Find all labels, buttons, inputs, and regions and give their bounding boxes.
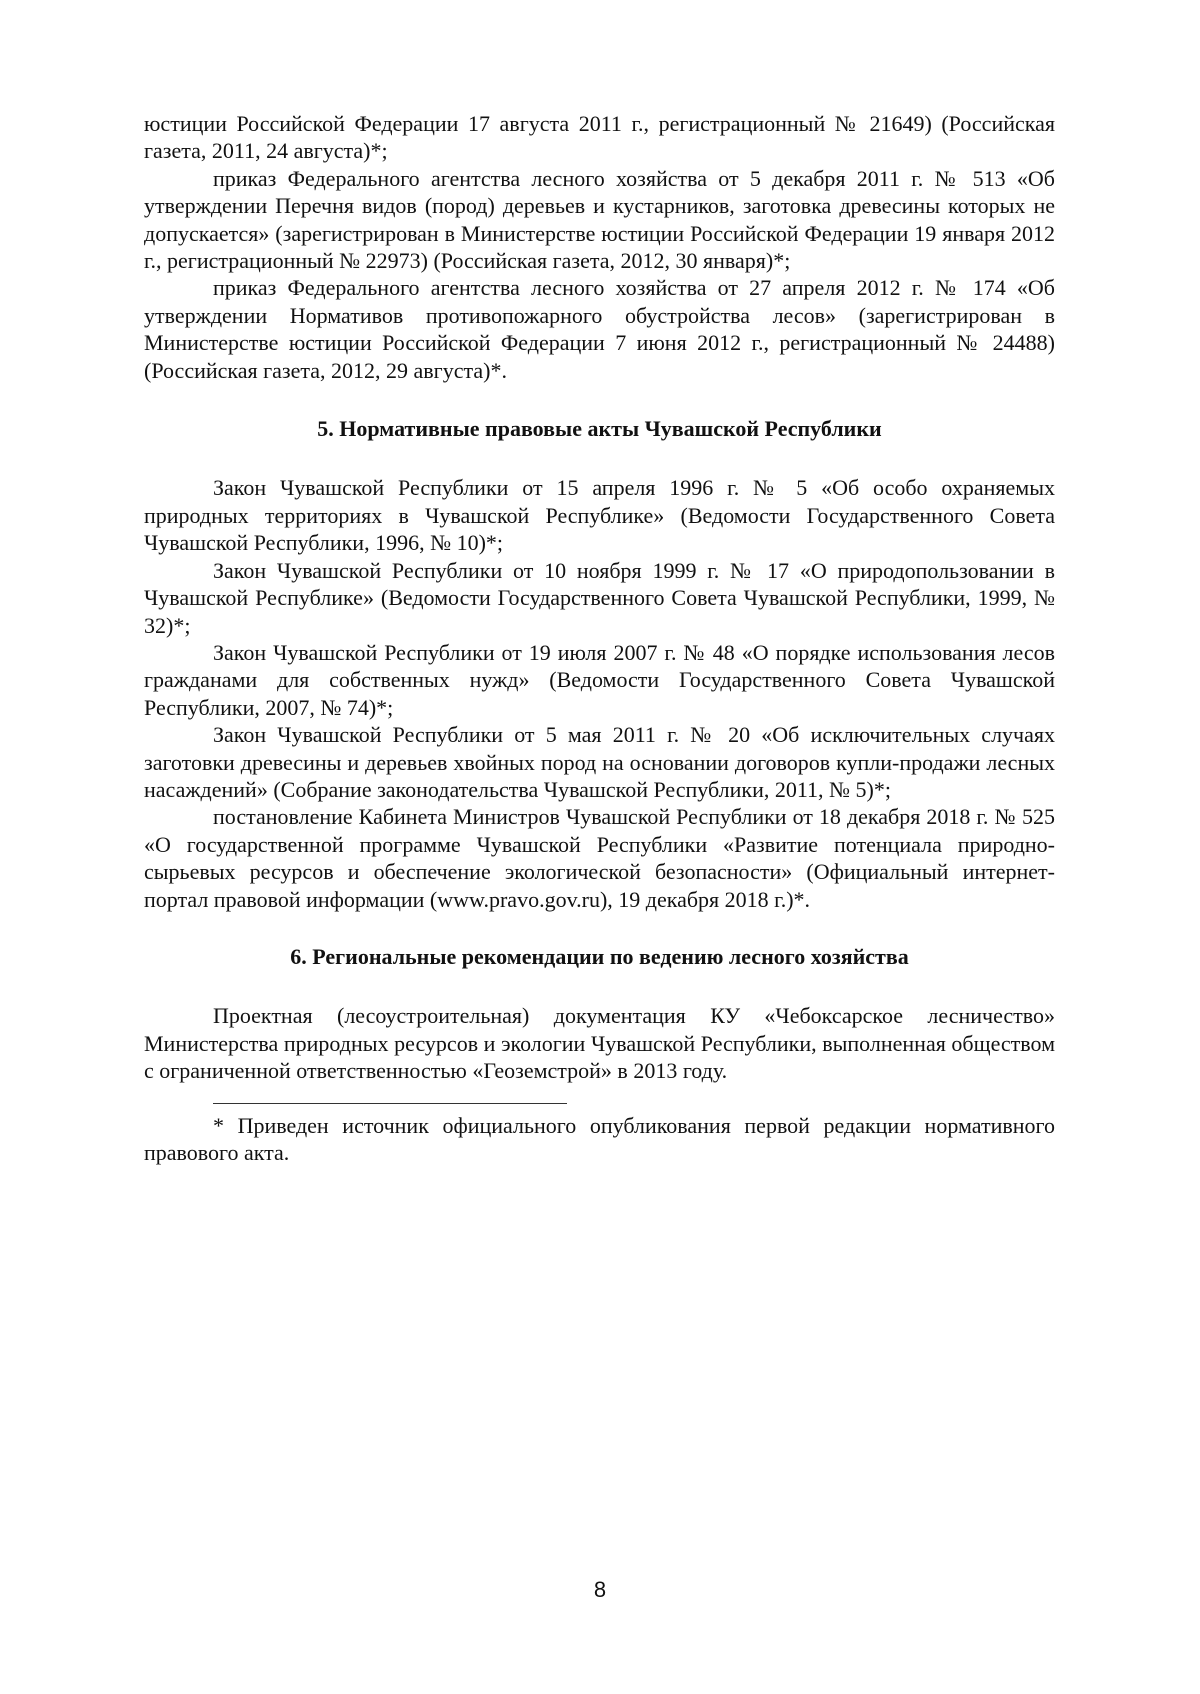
page-content [144,110,1055,1166]
section5-paragraph-law-20: Закон Чувашской Республики от 5 мая 2011 г. № 20 «Об исключительных случаях заготовки древесины и деревьев хвойных пород на основании договоров купли-продажи лесных насаждений» (Собрание законодательства Чувашской Республики, 2011, № 5)*; [144,722,1055,802]
page-number: 8 [593,1577,607,1602]
section6-paragraph: Проектная (лесоустроительная) документация КУ «Чебоксарское лесничество» Министерства природных ресурсов и экологии Чувашской Республики, выполненная обществом с ограниченной ответственностью «Геоземстрой» в 2013 году. [144,1003,1055,1084]
section4-paragraph-order-174: приказ Федерального агентства лесного хозяйства от 27 апреля 2012 г. № 174 «Об утверждении Нормативов противопожарного обустройства лесов» (зарегистрирован в Министерстве юстиции Российской Федерации 7 июня 2012 г., регистрационный № 24488) (Российская газета, 2012, 29 августа)*. [144,275,1055,383]
section5-paragraph-law-48: Закон Чувашской Республики от 19 июля 2007 г. № 48 «О порядке использования лесов гражданами для собственных нужд» (Ведомости Государственного Совета Чувашской Республики, 2007, № 74)*; [144,639,1055,720]
section5-paragraph-law-17: Закон Чувашской Республики от 10 ноября 1999 г. № 17 «О природопользовании в Чувашской Республике» (Ведомости Государственного Совета Чувашской Республики, 1999, № 32)*; [144,557,1055,638]
section4-paragraph-order-513: приказ Федерального агентства лесного хозяйства от 5 декабря 2011 г. № 513 «Об утверждении Перечня видов (пород) деревьев и кустарников, заготовка древесины которых не допускается» (зарегистрирован в Министерстве юстиции Российской Федерации 19 января 2012 г., регистрационный № 22973) (Российская газета, 2012, 30 января)*; [144,165,1055,274]
footnote-text: * Приведен источник официального опубликования первой редакции нормативного правового акта. [144,1112,1055,1165]
section5-paragraph-resolution-525: постановление Кабинета Министров Чувашской Республики от 18 декабря 2018 г. № 525 «О государственной программе Чувашской Республики «Развитие потенциала природно-сырьевых ресурсов и обеспечение экологической безопасности» (Официальный интернет-портал правовой информации (www.pravo.gov.ru), 19 декабря 2018 г.)*. [144,804,1055,912]
section6-heading: 6. Региональные рекомендации по ведению лесного хозяйства [290,943,909,969]
section4-continuation-paragraph: юстиции Российской Федерации 17 августа 2011 г., регистрационный № 21649) (Российская газета, 2011, 24 августа)*; [144,111,1055,164]
section5-heading: 5. Нормативные правовые акты Чувашской Республики [317,416,882,442]
footnote-separator [213,1103,567,1104]
section5-paragraph-law-5: Закон Чувашской Республики от 15 апреля 1996 г. № 5 «Об особо охраняемых природных территориях в Чувашской Республике» (Ведомости Государственного Совета Чувашской Республики, 1996, № 10)*; [144,475,1055,556]
